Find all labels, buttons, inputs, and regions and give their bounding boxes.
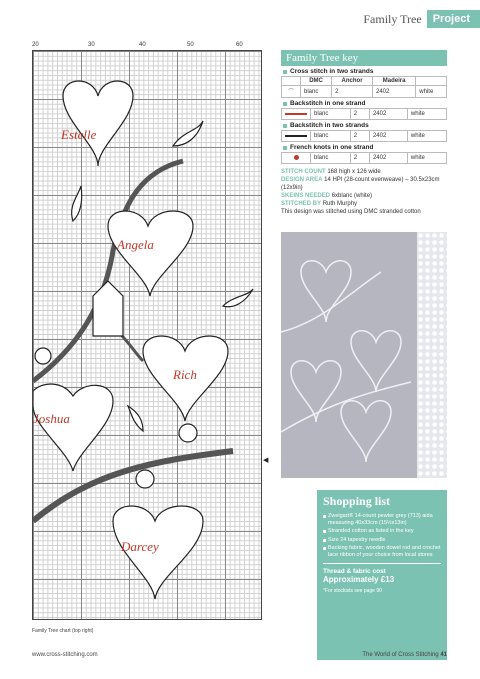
shopping-list: [317, 490, 447, 660]
name-rich: Rich: [173, 367, 197, 382]
key-table: [281, 130, 447, 142]
chart-motif: [33, 51, 263, 621]
chart-key: [281, 50, 447, 216]
leaf-motif: [223, 289, 253, 307]
list-item: Size 24 tapestry needle: [323, 537, 441, 544]
key-table: [281, 152, 447, 164]
footer-credit: [362, 652, 447, 658]
heart-motif: [33, 384, 113, 471]
key-section-heading: Backstitch in one strand: [281, 98, 447, 108]
name-estelle: Estelle: [61, 127, 97, 142]
flower-motif: [136, 470, 154, 488]
pattern-details: STITCH COUNT 168 high x 126 wide DESIGN AREA 14 HPI (28-count evenweave) – 30.5x23cm (12x9in) SKEINS NEEDED 6xblanc (white) STITCHED BY Ruth Murphy This design was stitched using DMC stranded cotton: [281, 169, 440, 215]
list-item: Zweigart® 14-count pewter grey (713) aida measuring 40x33cm (15½x13in): [323, 513, 441, 527]
name-angela: Angela: [117, 237, 154, 252]
page-number: 41: [440, 652, 447, 658]
dot-icon: [294, 155, 299, 160]
cross-stitch-chart: [32, 50, 262, 620]
leaf-motif: [173, 121, 203, 146]
list-item: Stranded cotton as listed in the key: [323, 528, 441, 535]
column-number: 60: [236, 42, 243, 48]
stockists-note: *For stockists see page 90: [323, 588, 382, 595]
section-tab: Project: [427, 10, 480, 28]
leaf-motif: [128, 406, 143, 431]
cost-value: Approximately £13: [323, 575, 395, 585]
shopping-title: Shopping list: [323, 494, 391, 508]
chart-caption: Family Tree chart (top right): [32, 628, 94, 634]
heart-motif: [108, 211, 193, 296]
center-arrow-icon: ◀: [263, 457, 269, 464]
dark-line-icon: [285, 135, 307, 137]
column-number: 50: [187, 42, 194, 48]
flower-motif: [35, 348, 51, 364]
red-line-icon: [285, 113, 307, 115]
cost-label: Thread & fabric cost: [323, 568, 386, 576]
key-section-heading: Cross stitch in two strands: [281, 66, 447, 76]
heart-symbol-icon: ⌒: [282, 86, 301, 98]
footer-url[interactable]: www.cross-stitching.com: [32, 652, 98, 658]
name-joshua: Joshua: [33, 411, 70, 426]
key-section-heading: French knots in one strand: [281, 142, 447, 152]
key-row: blanc 2 2402 white: [282, 153, 447, 164]
cost-block: [323, 563, 441, 584]
key-table: DMC Anchor Madeira ⌒ blanc 2 2402 white: [281, 76, 447, 98]
key-row: blanc 2 2402 white: [282, 131, 447, 142]
page-header: [363, 10, 480, 28]
column-number: 30: [88, 42, 95, 48]
column-number: 40: [139, 42, 146, 48]
footer-magazine: The World of Cross Stitching: [362, 652, 439, 658]
key-section-heading: Backstitch in two strands: [281, 120, 447, 130]
key-title: Family Tree key: [281, 50, 447, 66]
section-title: Family Tree: [363, 11, 422, 26]
column-number: 20: [32, 42, 39, 48]
birdhouse-motif: [93, 281, 123, 336]
name-darcey: Darcey: [121, 539, 159, 554]
key-table: [281, 108, 447, 120]
heart-motif: [63, 81, 133, 166]
key-row: ⌒ blanc 2 2402 white: [282, 86, 447, 98]
leaf-motif: [72, 186, 82, 221]
stitched-photo: [281, 232, 447, 478]
lace-ribbon: [417, 232, 447, 478]
flower-motif: [179, 424, 197, 442]
key-row: blanc 2 2402 white: [282, 109, 447, 120]
list-item: Backing fabric, wooden dowel rod and crochet lace ribbon of your choice from local stores: [323, 545, 441, 559]
